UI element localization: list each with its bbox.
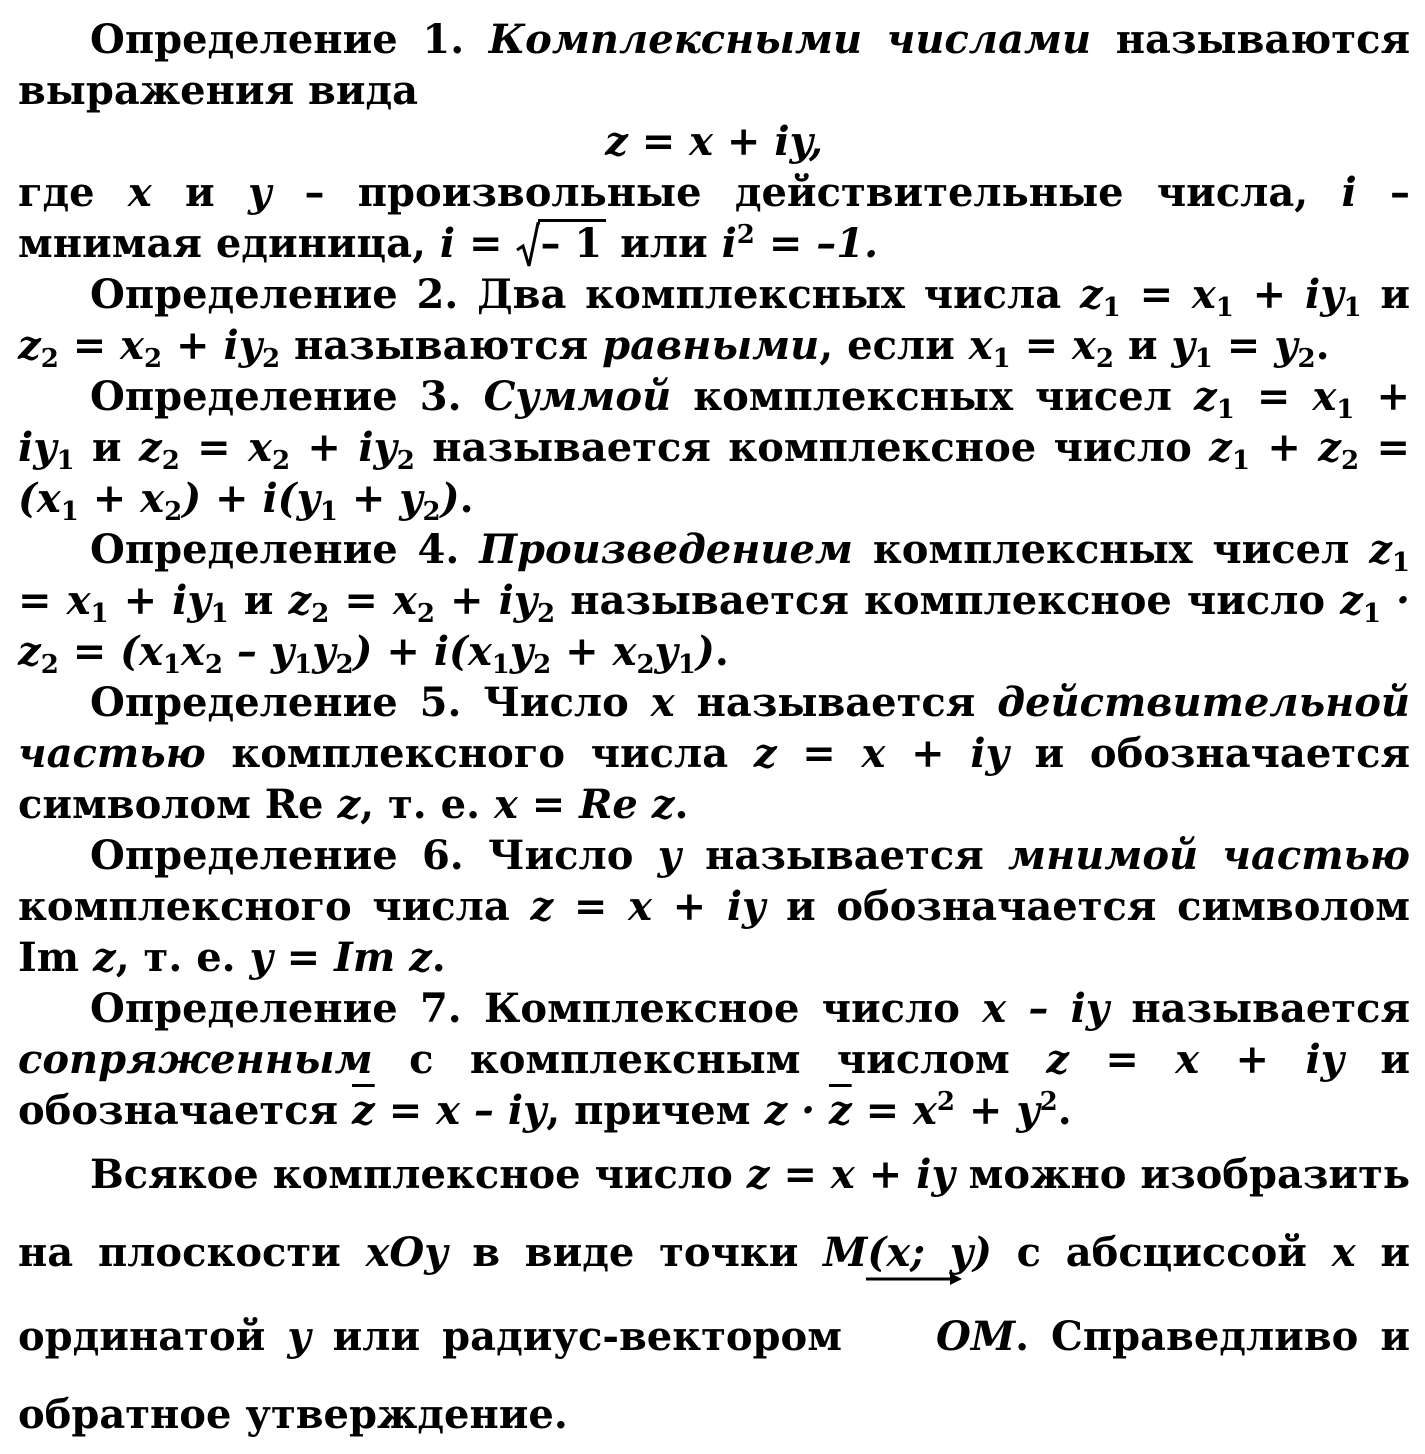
subscript: 1 xyxy=(1343,293,1362,323)
final-paragraph xyxy=(18,1136,1410,1454)
var: = (x xyxy=(18,424,1410,522)
var: ) + i(y xyxy=(182,475,320,522)
var: y xyxy=(312,628,336,675)
text: с комплексным числом xyxy=(372,1036,1047,1083)
var: z xyxy=(1209,424,1232,471)
text: , т. е. xyxy=(115,934,250,981)
formula-re: x = Re z xyxy=(493,781,675,828)
var: z xyxy=(337,781,361,828)
var: ) xyxy=(440,475,460,522)
text: . xyxy=(674,781,689,828)
formula-i-eq: i = xyxy=(439,220,517,267)
definition-7-label: Определение 7. xyxy=(90,985,462,1032)
vector-om xyxy=(864,1292,1015,1376)
text: и xyxy=(151,169,248,216)
text: и обозначается символом xyxy=(765,883,1411,930)
var: ) + i(x xyxy=(353,628,492,675)
definition-6-label: Определение 6. xyxy=(90,832,464,879)
var-y: y xyxy=(247,169,272,216)
definition-1-term: Комплексными числами xyxy=(488,16,1092,63)
var: + x xyxy=(551,628,637,675)
text: где xyxy=(18,169,128,216)
subscript: 1 xyxy=(1362,599,1381,629)
definition-7-term: сопряженным xyxy=(18,1036,373,1083)
subscript: 2 xyxy=(271,446,291,476)
text: комплексных чисел xyxy=(671,373,1194,420)
superscript: 2 xyxy=(1039,1087,1058,1117)
text: называется комплексное число xyxy=(555,577,1341,624)
text: – мнимая единица, xyxy=(18,169,1410,267)
subscript: 2 xyxy=(1340,446,1360,476)
var: z xyxy=(288,577,312,624)
text: и xyxy=(74,424,139,471)
subscript: 2 xyxy=(161,446,180,476)
var: y xyxy=(654,628,678,675)
text: в виде точки xyxy=(447,1229,824,1276)
var: = x xyxy=(865,1087,937,1134)
text: и xyxy=(1113,322,1172,369)
subscript: 1 xyxy=(319,497,338,527)
var: + z xyxy=(1267,424,1341,471)
definition-1-label: Определение 1. xyxy=(90,16,465,63)
var-x: x xyxy=(650,679,675,726)
var: = x xyxy=(58,322,145,369)
definition-3-label: Определение 3. xyxy=(90,373,462,420)
definition-2-label: Определение 2. xyxy=(90,271,459,318)
sqrt-minus-one xyxy=(516,218,606,269)
subscript: 1 xyxy=(1194,344,1213,374)
text: . Справедливо и обратное утверждение. xyxy=(18,1313,1410,1438)
var-y: y xyxy=(657,832,681,879)
subscript: 1 xyxy=(491,650,510,680)
var-x: x xyxy=(1331,1229,1356,1276)
point-m: M(x; y) xyxy=(823,1229,992,1276)
var: + iy xyxy=(1233,271,1344,318)
definition-1 xyxy=(18,14,1410,116)
subscript: 1 xyxy=(294,650,313,680)
text: , причем xyxy=(546,1087,765,1134)
definition-5-label: Определение 5. xyxy=(90,679,462,726)
var-y: y xyxy=(287,1313,311,1360)
formula-z: z = x + iy xyxy=(753,730,1009,777)
var: = x xyxy=(18,577,91,624)
definition-4-term: Произведением xyxy=(479,526,853,573)
text: называется комплексное число xyxy=(414,424,1210,471)
subscript: 1 xyxy=(56,446,75,476)
text: . xyxy=(1057,1087,1072,1134)
definition-1-continuation xyxy=(18,167,1410,269)
text: и ординатой xyxy=(18,1229,1410,1360)
var: z xyxy=(1369,526,1392,573)
definition-5-term: действительной частью xyxy=(18,679,1410,777)
definition-1-text: называются выражения вида xyxy=(18,16,1410,114)
subscript: 2 xyxy=(261,344,281,374)
subscript: 2 xyxy=(1297,344,1316,374)
var: = y xyxy=(1212,322,1298,369)
var-i: i xyxy=(1341,169,1357,216)
text: Число xyxy=(461,679,651,726)
var: z · xyxy=(764,1087,829,1134)
text: называется xyxy=(1109,985,1411,1032)
re-symbol: Re xyxy=(264,781,324,828)
formula-conj: x – iy xyxy=(982,985,1110,1032)
var: + iy xyxy=(162,322,262,369)
var: + iy xyxy=(434,577,538,624)
text: Число xyxy=(463,832,658,879)
text: , если xyxy=(819,322,969,369)
subscript: 1 xyxy=(1231,446,1250,476)
text: и xyxy=(228,577,289,624)
im-symbol: Im xyxy=(18,934,80,981)
var-z-bar: $\overline{z}$ xyxy=(828,1087,852,1134)
superscript: 2 xyxy=(936,1087,955,1117)
subscript: 1 xyxy=(677,650,696,680)
definition-7 xyxy=(18,983,1410,1136)
subscript: 1 xyxy=(1102,293,1121,323)
definition-1-formula xyxy=(18,116,1410,167)
text: или радиус-вектором xyxy=(310,1313,864,1360)
var: y xyxy=(1171,322,1195,369)
var: + iy xyxy=(108,577,211,624)
var: = x xyxy=(1010,322,1096,369)
var: + iy xyxy=(18,373,1410,471)
var: · xyxy=(1380,577,1410,624)
formula-i2: = –1. xyxy=(754,220,879,267)
var: + y xyxy=(337,475,423,522)
subscript: 2 xyxy=(164,497,183,527)
var: ) xyxy=(695,628,715,675)
radical-sign-icon xyxy=(516,222,540,268)
formula-z: z = x + iy xyxy=(746,1151,955,1198)
var: z xyxy=(138,424,162,471)
subscript: 2 xyxy=(533,650,552,680)
vector-label: OM xyxy=(935,1313,1016,1360)
var: y xyxy=(509,628,534,675)
subscript: 2 xyxy=(636,650,655,680)
subscript: 2 xyxy=(40,650,59,680)
text: , т. е. xyxy=(360,781,494,828)
text: называется xyxy=(674,679,998,726)
subscript: 1 xyxy=(1336,395,1355,425)
text: . xyxy=(431,934,446,981)
formula-z: z = x + iy, xyxy=(605,118,823,165)
text: Всякое комплексное число xyxy=(90,1151,747,1198)
var: z xyxy=(18,322,41,369)
text: . xyxy=(459,475,474,522)
definition-2 xyxy=(18,269,1411,374)
subscript: 2 xyxy=(144,344,163,374)
vector-arrow-icon xyxy=(864,1270,964,1288)
subscript: 1 xyxy=(1216,395,1235,425)
text: и обозначается xyxy=(18,1036,1411,1134)
text: . xyxy=(1315,322,1330,369)
text: называется xyxy=(680,832,1009,879)
var: z xyxy=(1194,373,1217,420)
definition-2-term: равными xyxy=(602,322,820,369)
subscript: 1 xyxy=(992,344,1011,374)
subscript: 2 xyxy=(1095,344,1114,374)
text: . xyxy=(714,628,729,675)
formula-z: z = x + iy xyxy=(530,883,766,930)
var: = x xyxy=(1120,271,1216,318)
document-page xyxy=(18,14,1410,1454)
formula-im: y = Im z xyxy=(249,934,432,981)
definition-5 xyxy=(18,677,1410,830)
text: – произвольные действительные числа, xyxy=(271,169,1342,216)
definition-6-term: мнимой частью xyxy=(1008,832,1410,879)
text: можно изобразить на плоскости xyxy=(18,1151,1411,1276)
var: = x xyxy=(329,577,417,624)
subscript: 1 xyxy=(90,599,109,629)
subscript: 1 xyxy=(1391,548,1411,578)
subscript: 1 xyxy=(1215,293,1234,323)
text: и xyxy=(1361,271,1411,318)
var: x xyxy=(181,628,205,675)
text: с абсциссой xyxy=(991,1229,1332,1276)
definition-4 xyxy=(18,524,1411,680)
text: комплексного числа xyxy=(18,883,531,930)
formula-conj: = x – iy xyxy=(388,1087,547,1134)
subscript: 2 xyxy=(537,599,556,629)
subscript: 1 xyxy=(210,599,229,629)
text: Комплексное число xyxy=(461,985,983,1032)
var: – y xyxy=(223,628,295,675)
definition-3 xyxy=(18,371,1410,527)
subscript: 1 xyxy=(162,650,182,680)
var: + y xyxy=(954,1087,1040,1134)
text: Два комплексных числа xyxy=(458,271,1080,318)
var: z xyxy=(92,934,116,981)
var: = (x xyxy=(58,628,163,675)
plane-xoy: xOy xyxy=(365,1229,448,1276)
var: = x xyxy=(1234,373,1337,420)
subscript: 1 xyxy=(60,497,79,527)
var: z xyxy=(1340,577,1363,624)
subscript: 2 xyxy=(396,446,415,476)
subscript: 2 xyxy=(40,344,59,374)
definition-6 xyxy=(18,830,1410,983)
var: x xyxy=(968,322,993,369)
subscript: 2 xyxy=(335,650,354,680)
var-z-bar: $\overline{z}$ xyxy=(352,1087,375,1134)
definition-4-label: Определение 4. xyxy=(90,526,460,573)
text: комплексного числа xyxy=(205,730,754,777)
superscript: 2 xyxy=(736,220,755,250)
definition-3-term: Суммой xyxy=(483,373,672,420)
sqrt-argument: – 1 xyxy=(538,219,606,266)
var: + iy xyxy=(290,424,397,471)
var: z xyxy=(1079,271,1103,318)
var-x: x xyxy=(127,169,152,216)
text: называются xyxy=(280,322,603,369)
text: комплексных чисел xyxy=(852,526,1370,573)
var: = x xyxy=(179,424,272,471)
text: и обозначается символом xyxy=(18,730,1410,828)
formula-z: z = x + iy xyxy=(1046,1036,1344,1083)
var: z xyxy=(18,628,41,675)
subscript: 2 xyxy=(416,599,435,629)
var: + x xyxy=(78,475,165,522)
var-i: i xyxy=(721,220,737,267)
subscript: 2 xyxy=(311,599,330,629)
subscript: 2 xyxy=(204,650,223,680)
text: или xyxy=(606,220,722,267)
subscript: 2 xyxy=(422,497,441,527)
